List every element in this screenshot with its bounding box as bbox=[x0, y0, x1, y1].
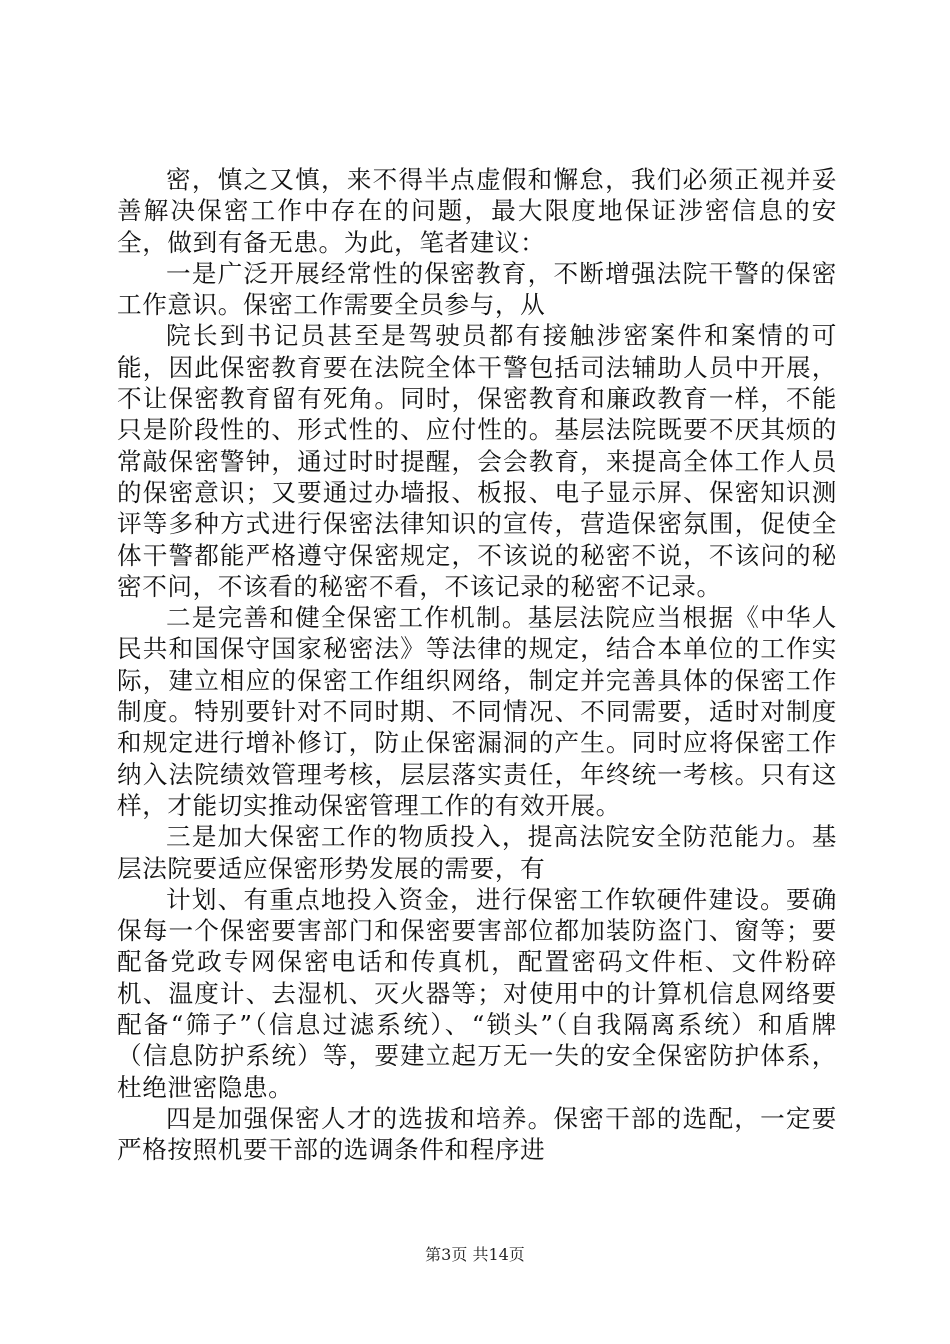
paragraph: 计划、有重点地投入资金，进行保密工作软硬件建设。要确保每一个保密要害部门和保密要害部位都加装防盗门、窗等；要配备党政专网保密电话和传真机，配置密码文件柜、文件粉碎机、温度计、去湿机、灭火器等；对使用中的计算机信息网络要配备“筛子”（信息过滤系统）、“锁头”（自我隔离系统）和盾牌（信息防护系统）等，要建立起万无一失的安全保密防护体系，杜绝泄密隐患。 bbox=[117, 884, 837, 1102]
document-body bbox=[117, 164, 837, 1166]
paragraph: 一是广泛开展经常性的保密教育，不断增强法院干警的保密工作意识。保密工作需要全员参与，从 bbox=[117, 258, 837, 320]
paragraph: 四是加强保密人才的选拔和培养。保密干部的选配，一定要严格按照机要干部的选调条件和程序进 bbox=[117, 1103, 837, 1165]
paragraph: 三是加大保密工作的物质投入，提高法院安全防范能力。基层法院要适应保密形势发展的需要，有 bbox=[117, 822, 837, 883]
paragraph: 院长到书记员甚至是驾驶员都有接触涉密案件和案情的可能，因此保密教育要在法院全体干警包括司法辅助人员中开展，不让保密教育留有死角。同时，保密教育和廉政教育一样，不能只是阶段性的、形式性的、应付性的。基层法院既要不厌其烦的常敲保密警钟，通过时时提醒，会会教育，来提高全体工作人员的保密意识；又要通过办墙报、板报、电子显示屏、保密知识测评等多种方式进行保密法律知识的宣传，营造保密氛围，促使全体干警都能严格遵守保密规定，不该说的秘密不说，不该问的秘密不问，不该看的秘密不看，不该记录的秘密不记录。 bbox=[117, 321, 837, 601]
paragraph: 二是完善和健全保密工作机制。基层法院应当根据《中华人民共和国保守国家秘密法》等法律的规定，结合本单位的工作实际，建立相应的保密工作组织网络，制定并完善具体的保密工作制度。特别要针对不同时期、不同情况、不同需要，适时对制度和规定进行增补修订，防止保密漏洞的产生。同时应将保密工作纳入法院绩效管理考核，层层落实责任，年终统一考核。只有这样，才能切实推动保密管理工作的有效开展。 bbox=[117, 603, 837, 820]
paragraph: 密，慎之又慎，来不得半点虚假和懈怠，我们必须正视并妥善解决保密工作中存在的问题，最大限度地保证涉密信息的安全，做到有备无患。为此，笔者建议： bbox=[117, 165, 837, 257]
page-footer: 第3页 共14页 bbox=[425, 1245, 525, 1264]
